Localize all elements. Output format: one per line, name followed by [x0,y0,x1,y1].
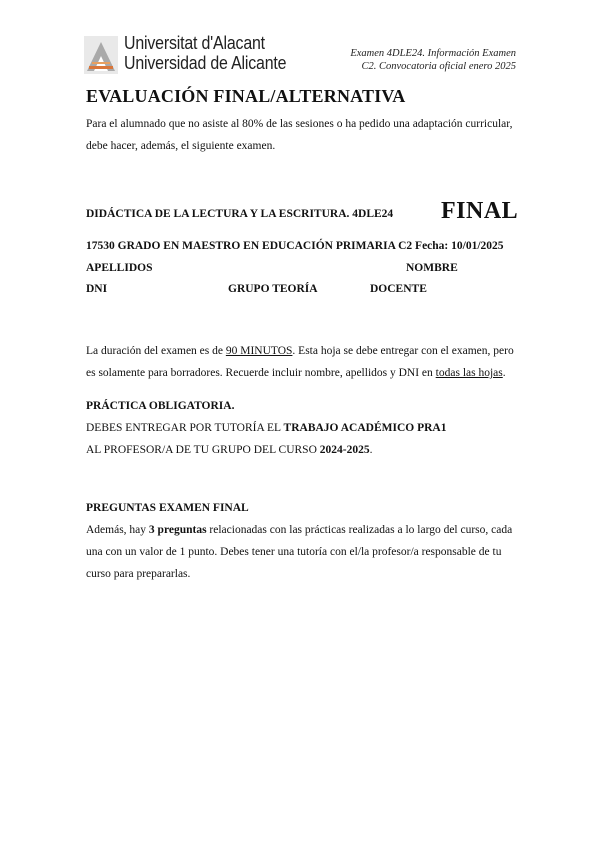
duration-minutes: 90 MINUTOS [225,345,293,357]
questions-line2: una con un valor de 1 punto. Debes tener una tutoría con el/la profesor/a responsable de tu [86,546,502,558]
practice-line1-text: DEBES ENTREGAR POR TUTORÍA EL [86,422,284,434]
practice-heading: PRÁCTICA OBLIGATORIA. [86,400,235,412]
university-name [124,33,286,73]
subject-name: DIDÁCTICA DE LA LECTURA Y LA ESCRITURA. 4DLE24 [86,208,394,220]
intro-line2: debe hacer, además, el siguiente examen. [86,140,276,152]
university-emblem-icon [84,36,118,74]
exam-info-line1: Examen 4DLE24. Información Examen [350,48,516,59]
duration-line2-text: es solamente para borradores. Recuerde incluir nombre, apellidos y DNI en [86,367,436,379]
university-name-line1: Universitat d'Alacant [124,32,265,53]
practice-section [86,395,534,461]
apellidos-label: APELLIDOS [86,262,153,274]
duration-line2-end: . [502,367,506,379]
all-pages-text: todas las hojas [435,367,503,379]
exam-info-line2: C2. Convocatoria oficial enero 2025 [361,61,516,72]
questions-line3: curso para prepararlas. [86,568,191,580]
final-badge: FINAL [441,198,519,224]
questions-heading: PREGUNTAS EXAMEN FINAL [86,502,249,514]
practice-work-name: TRABAJO ACADÉMICO PRA1 [283,422,447,434]
questions-count: 3 preguntas [148,524,207,536]
docente-label: DOCENTE [370,283,427,295]
degree-line: 17530 GRADO EN MAESTRO EN EDUCACIÓN PRIMARIA C2 Fecha: 10/01/2025 [86,240,504,252]
practice-line2 [86,439,534,461]
questions-line1-text: Además, hay [86,524,149,536]
page-title: EVALUACIÓN FINAL/ALTERNATIVA [86,86,406,106]
intro-line1: Para el alumnado que no asiste al 80% de las sesiones o ha pedido una adaptación curricular, [86,118,513,130]
university-name-line2: Universidad de Alicante [124,52,287,73]
grupo-teoria-label: GRUPO TEORÍA [228,283,318,295]
duration-text: La duración del examen es de [86,345,226,357]
practice-line1 [86,417,534,439]
duration-text-cont: . Esta hoja se debe entregar con el examen, pero [292,345,514,357]
duration-line1 [86,340,534,362]
questions-section [86,497,534,585]
duration-line2 [86,362,534,384]
university-logo [84,32,287,77]
practice-line2-end: . [369,444,373,456]
intro-paragraph [86,113,534,157]
questions-line1 [86,519,534,541]
nombre-label: NOMBRE [406,262,458,274]
exam-info [350,47,516,73]
practice-line2-text: AL PROFESOR/A DE TU GRUPO DEL CURSO [86,444,320,456]
duration-paragraph [86,340,534,384]
dni-label: DNI [86,283,108,295]
questions-line1-cont: relacionadas con las prácticas realizadas a lo largo del curso, cada [206,524,513,536]
practice-course-year: 2024-2025 [319,444,370,456]
